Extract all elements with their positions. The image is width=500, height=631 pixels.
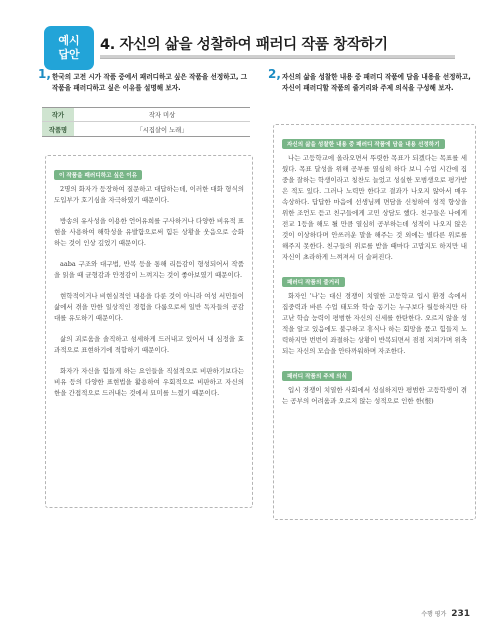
example-answer-badge [44, 26, 94, 70]
author-label: 작가 [42, 108, 74, 121]
table-row [42, 122, 250, 137]
reason-paragraph: 삶의 괴로움을 솔직하고 섬세하게 드러내고 있어서 내 심정을 효과적으로 표현하기에 적합하기 때문이다. [54, 335, 244, 354]
author-value: 작자 미상 [148, 112, 176, 119]
question-2 [268, 67, 476, 94]
title-block [100, 33, 455, 54]
page-title: 4. 자신의 삶을 성찰하여 패러디 작품 창작하기 [100, 37, 388, 53]
question-2-text: 자신의 삶을 성찰한 내용 중 패러디 작품에 담을 내용을 선정하고, 자신이 패러디할 작품의 줄거리와 주제 의식을 구성해 보자. [282, 73, 471, 92]
content-selection-tag: 자신의 삶을 성찰한 내용 중 패러디 작품에 담을 내용 선정하기 [282, 139, 445, 149]
plot-tag: 패러디 작품의 줄거리 [282, 277, 345, 287]
reason-paragraph: aaba 구조와 대구법, 반복 등을 통해 리듬감이 형성되어서 작품을 읽을 때 균형감과 안정감이 느껴지는 것이 좋아보였기 때문이다. [54, 260, 244, 279]
question-1-text: 한국의 고전 시가 작품 중에서 패러디하고 싶은 작품을 선정하고, 그 작품을 패러디하고 싶은 이유를 설명해 보자. [52, 73, 248, 92]
reason-answer-box [45, 155, 253, 508]
theme-text: 입시 경쟁이 치열한 사회에서 성실하지만 평범한 고등학생이 겪는 공부의 어려움과 오르지 않는 성적으로 인한 한(恨) [282, 386, 467, 405]
parody-plan-box [273, 124, 476, 520]
page-footer [421, 609, 470, 619]
question-2-number: 2, [268, 67, 281, 81]
page-number: 231 [451, 609, 470, 619]
reason-paragraph: 방송의 유사성을 이용한 언어유희를 구사하거나 다양한 비유적 표현을 사용하여 해학성을 유발함으로써 힘든 상황을 웃음으로 승화하는 것이 인상 깊었기 때문이다. [54, 217, 244, 247]
reason-paragraph: 화자가 자신을 힘들게 하는 요인들을 직설적으로 비판하기보다는 비유 등의 다양한 표현법을 활용하여 우회적으로 비판하고 자신의 한을 간접적으로 드러내는 것에서 묘미를 느꼈기 때문이다. [54, 367, 244, 397]
content-selection-text: 나는 고등학교에 올라오면서 뚜렷한 목표가 되겠다는 목표를 세웠다. 목표 달성을 위해 공부를 열심히 하다 보니 수업 시간에 집중을 잘하는 학생이라고 칭찬도 늘었고 성실한 모범생으로 평가받은 적도 있다. 그러나 노력만 한다고 결과가 나오지 않아서 매우 속상하다. 답답한 마음에 선생님께 면담을 신청하여 성적 향상을 위한 조언도 듣고 친구들에게 고민 상담도 했다. 친구들은 나에게 전교 1등을 해도 될 만큼 열심히 공부하는데 성적이 나오지 않은 것이 이상하다며 안쓰러운 말을 해주는 것 외에는 별다른 위로를 해주지 못한다. 친구들의 위로를 받을 때마다 고맙지도 하지만 내 자신이 초라하게 느껴져서 더 슬퍼진다. [282, 154, 467, 261]
work-info-table [42, 107, 250, 137]
plot-text: 화자인 '나'는 대신 경쟁이 치열한 고등학교 입시 환경 속에서 집중력과 바른 수업 태도와 학습 동기는 누구보다 월등하지만 타고난 학습 능력이 평범한 자신의 신세를 한탄한다. 오르지 않을 성적을 알고 있음에도 불구하고 휴식나 하는 회망을 품고 힘들지 노력하지만 번번이 좌절하는 상황이 반복되면서 점점 지쳐가며 위축되는 자신의 모습을 안타까워하며 자조한다. [282, 292, 467, 355]
work-title-value: 「시집살이 노래」 [136, 126, 188, 134]
work-title-label: 작품명 [42, 122, 74, 136]
question-1-number: 1, [38, 67, 51, 81]
question-1 [38, 67, 253, 94]
reason-paragraph: 현학적이거나 비현실적인 내용을 다룬 것이 아니라 여성 서민들이 삶에서 겪을 만한 일상적인 경험을 다룸으로써 일반 독자들의 공감대를 유도하기 때문이다. [54, 292, 244, 322]
footer-label: 수행 평가 [421, 611, 447, 618]
reason-paragraph: 2명의 화자가 등장하여 질문하고 대답하는데, 이러한 대화 형식의 도입부가 호기심을 자극하였기 때문이다. [54, 185, 244, 204]
title-underline [100, 55, 455, 59]
reason-tag: 이 작품을 패러디하고 싶은 이유 [54, 170, 142, 180]
badge-line-2: 답안 [58, 48, 80, 61]
badge-line-1: 예시 [58, 34, 80, 47]
theme-tag: 패러디 작품의 주제 의식 [282, 371, 352, 381]
table-row [42, 107, 250, 122]
